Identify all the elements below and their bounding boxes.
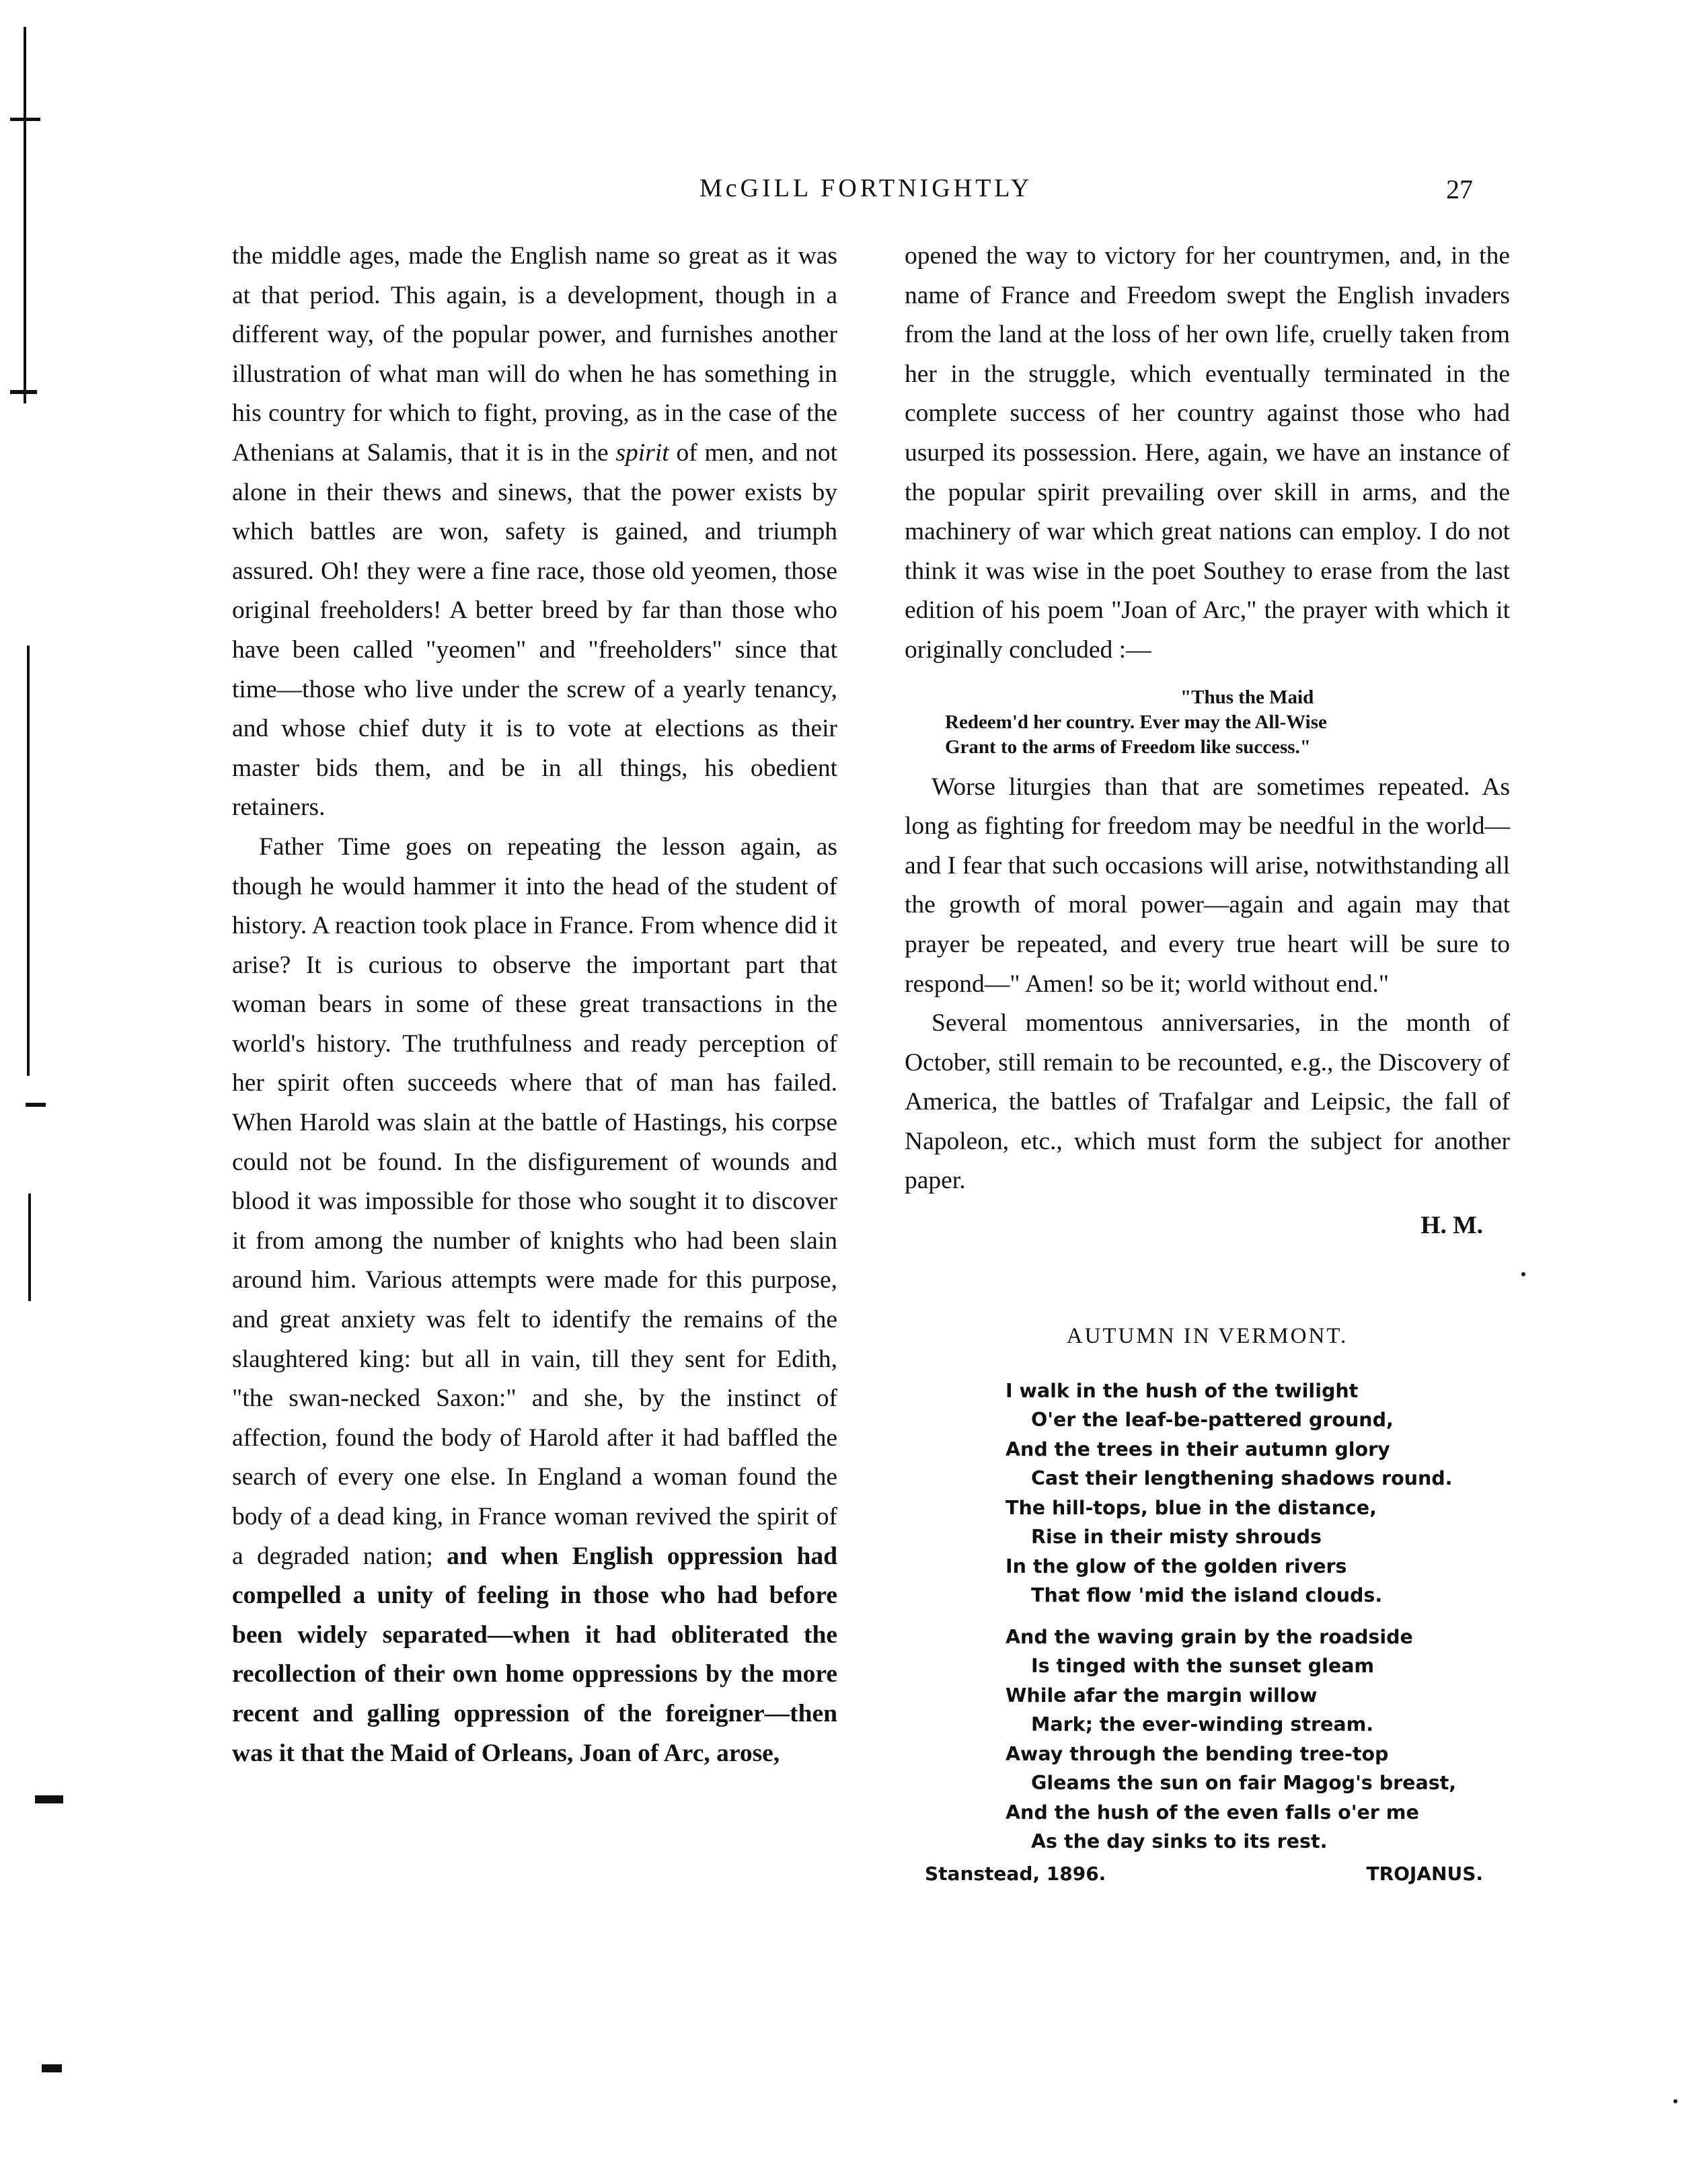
margin-rule [28,1194,31,1301]
paragraph: Worse liturgies than that are sometimes repeated. As long as fighting for freedom may be needful in the world—and I fear that such occasions will arise, notwithstanding all the growth of moral power—again and again may that prayer be repeated, and every true heart will be sure to respond—" Amen! so be it; world without end." [905,773,1510,998]
paragraph-text: Father Time goes on repeating the lesson again, as though he would hammer it into the head of the student of history. A reaction took place in France. From whence did it arise? It is curious to observe the important part that woman bears in some of these great transactions in the world's history. The truthfulness and ready perception of her spirit often succeeds where that of man has failed. When Harold was slain at the battle of Hastings, his corpse could not be found. In the disfigurement of wounds and blood it was impossible for those who sought it to discover it from among the number of knights who had been slain around him. Various attempts were made for this purpose, and great anxiety was felt to identify the remains of the slaughtered king: but all in vain, till they sent for Edith, "the swan-necked Saxon:" and she, by the instinct of affection, found the body of Harold after it had baffled the search of every one else. In England a woman found the body of a dead king, in France woman revived the spirit of a degraded nation; [232,832,837,1570]
paragraph [232,828,837,1773]
poem-line: And the trees in their autumn glory [1006,1438,1390,1460]
poem-title: AUTUMN IN VERMONT. [1066,1323,1349,1348]
poem-line: Gleams the sun on fair Magog's breast, [1031,1772,1457,1795]
margin-tick [35,1795,63,1803]
poem-line: The hill-tops, blue in the distance, [1006,1496,1377,1519]
margin-tick [10,118,40,121]
poem-author: TROJANUS. [1366,1862,1483,1885]
poem-line: In the glow of the golden rivers [1006,1555,1347,1577]
verse-line: "Thus the Maid [1180,686,1314,708]
poem-line: Away through the bending tree-top [1006,1742,1389,1765]
poem-line: I walk in the hush of the twilight [1006,1379,1359,1402]
scan-speck [1673,2099,1677,2103]
margin-rule [24,27,26,403]
author-signature: H. M. [1420,1212,1483,1240]
paragraph: Several momentous anniversaries, in the month of October, still remain to be recounted, e.g., the Discovery of America, the battles of Trafalgar and Leipsic, the fall of Napoleon, etc., which must form the subject for another paper. [905,1009,1510,1195]
poem-line: As the day sinks to its rest. [1031,1830,1328,1853]
verse-line: Grant to the arms of Freedom like success." [945,736,1311,758]
scan-speck [1521,1272,1525,1276]
poem-line: O'er the leaf-be-pattered ground, [1031,1409,1394,1432]
poem-place-date: Stanstead, 1896. [925,1862,1106,1885]
poem-line: That flow 'mid the island clouds. [1031,1584,1383,1607]
paragraph-text: of men, and not alone in their thews and sinews, that the power exists by which battles are won, safety is gained, and triumph assured. Oh! they were a fine race, those old yeomen, those original freeholders! A better breed by far than those who have been called "yeomen" and "freeholders" since that time—those who live under the screw of a yearly tenancy, and whose chief duty it is to vote at elections as their master bids them, and be in all things, his obedient retainers. [232,438,837,822]
journal-title: McGILL FORTNIGHTLY [699,174,1033,202]
left-column [232,237,837,1773]
paragraph: opened the way to victory for her countrymen, and, in the name of France and Freedom swept the English invaders from the land at the loss of her own life, cruelly taken from her in the struggle, which eventually terminated in the complete success of her country against those who had usurped its possession. Here, again, we have an instance of the popular spirit prevailing over skill in arms, and the machinery of war which great nations can employ. I do not think it was wise in the poet Southey to erase from the last edition of his poem "Joan of Arc," the prayer with which it originally concluded :— [905,242,1510,664]
verse-line: Redeem'd her country. Ever may the All-Wise [945,711,1327,733]
page-number: 27 [1446,174,1473,204]
running-header [0,173,1705,214]
poem-line: While afar the margin willow [1006,1684,1318,1707]
paragraph-text: the middle ages, made the English name so great as it was at that period. This again, is a development, though in a different way, of the popular power, and furnishes another illustration of what man will do when he has something in his country for which to fight, proving, as in the case of the Athenians at Salamis, that it is in the [232,242,837,467]
poem-line: And the waving grain by the roadside [1006,1625,1413,1648]
poem-line: Cast their lengthening shadows round. [1031,1467,1453,1490]
poem-line: Rise in their misty shrouds [1031,1526,1322,1549]
poem-stanza [1006,1623,1510,1857]
emphasis: spirit [615,438,669,467]
margin-tick [10,390,37,394]
poem-line: And the hush of the even falls o'er me [1006,1801,1419,1824]
paragraph [232,237,837,828]
right-column [905,237,1510,1887]
paragraph-text-bold: and when English oppression had compelled a unity of feeling in those who had before been widely separated—when it had obliterated the recollection of their own home oppressions by the more recent and galling oppression of the foreigner—then was it that the Maid of Orleans, Joan of Arc, arose, [232,1542,837,1767]
poem-footer [925,1861,1510,1887]
poem-line: Is tinged with the sunset gleam [1031,1655,1375,1678]
margin-tick [26,1103,46,1107]
margin-tick [42,2064,62,2072]
margin-rule [27,646,30,1076]
poem-stanza [1006,1376,1510,1610]
quoted-verse [905,685,1510,760]
poem-line: Mark; the ever-winding stream. [1031,1713,1374,1736]
